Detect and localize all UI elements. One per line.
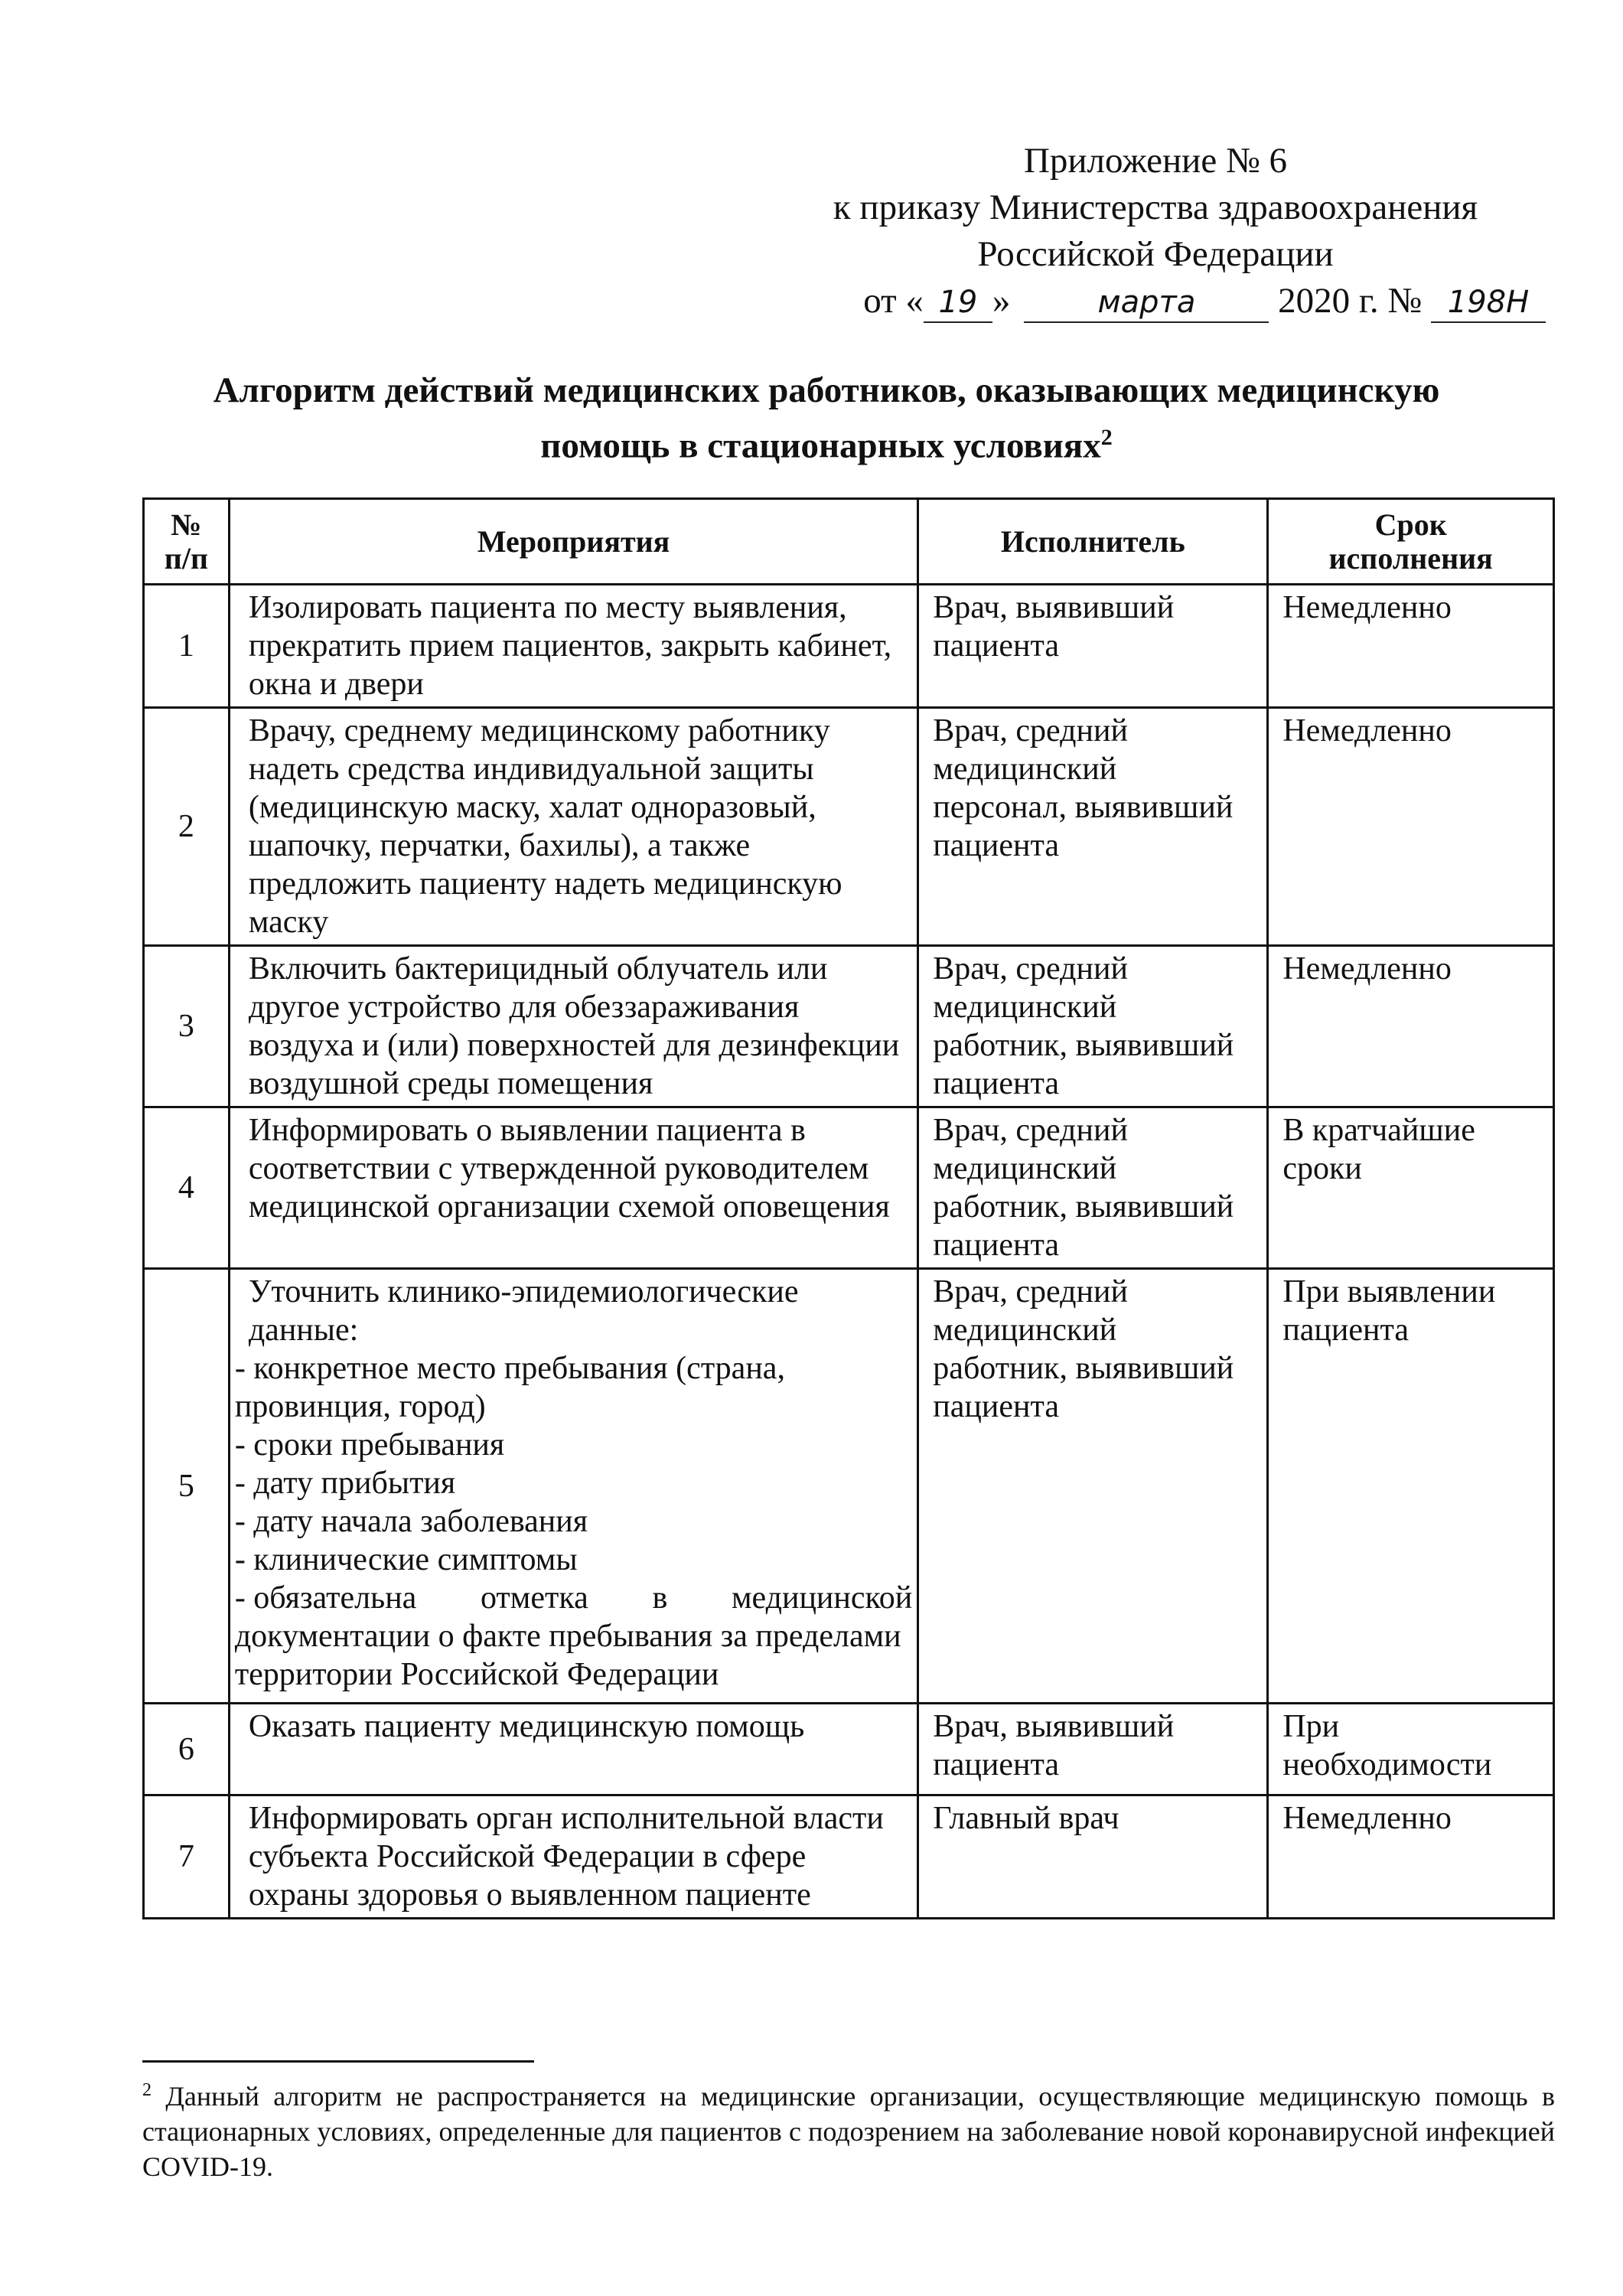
row-number: 2	[144, 708, 230, 946]
document-title	[115, 367, 1538, 470]
justified-word: отметка	[480, 1580, 588, 1616]
row-action: Оказать пациенту медицинскую помощь	[229, 1704, 917, 1795]
order-reference: к приказу Министерства здравоохранения	[833, 188, 1478, 227]
handwritten-order-number: 198Н	[1431, 283, 1546, 323]
row-term: Немедленно	[1268, 708, 1554, 946]
row-number: 3	[144, 946, 230, 1107]
title-line-1: Алгоритм действий медицинских работников, оказывающих медицинскую	[213, 370, 1440, 410]
header-action: Мероприятия	[229, 499, 917, 585]
document-header	[765, 138, 1546, 325]
table-row	[144, 585, 1554, 708]
date-year: 2020 г. №	[1278, 281, 1423, 321]
row-term: Немедленно	[1268, 585, 1554, 708]
footnote	[142, 2073, 1555, 2184]
row-executor: Врач, выявивший пациента	[918, 1704, 1268, 1795]
handwritten-month: марта	[1024, 283, 1269, 323]
table-header-row	[144, 499, 1554, 585]
justified-word: - обязательна	[234, 1580, 417, 1616]
row-number: 6	[144, 1704, 230, 1795]
row-term: Немедленно	[1268, 946, 1554, 1107]
row-action: Информировать о выявлении пациента в соответствии с утвержденной руководителем медицинской организации схемой оповещения	[229, 1107, 917, 1269]
row-term: При необходимости	[1268, 1704, 1554, 1795]
action-list-item: - дату прибытия	[234, 1466, 456, 1501]
table-row	[144, 708, 1554, 946]
row-executor: Главный врач	[918, 1795, 1268, 1919]
title-footnote-mark: 2	[1100, 425, 1113, 450]
action-intro: Уточнить клинико-эпидемиологические данные:	[248, 1274, 799, 1348]
row-action: Врачу, среднему медицинскому работнику надеть средства индивидуальной защиты (медицинскую маску, халат одноразовый, шапочку, перчатки, бахилы), а также предложить пациенту надеть медицинскую маску	[229, 708, 917, 946]
header-term-line-1: Срок	[1374, 507, 1447, 542]
title-line-2	[115, 414, 1538, 470]
row-number: 5	[144, 1269, 230, 1704]
action-list-item-justified	[235, 1579, 912, 1617]
row-number: 4	[144, 1107, 230, 1269]
row-action	[229, 1269, 917, 1704]
justified-word: медицинской	[731, 1580, 913, 1616]
algorithm-table	[142, 497, 1555, 1919]
row-executor: Врач, средний медицинский работник, выявивший пациента	[918, 1107, 1268, 1269]
footnote-separator	[142, 2060, 534, 2063]
table-row	[144, 1795, 1554, 1919]
footnote-mark: 2	[142, 2080, 152, 2100]
table-row	[144, 1269, 1554, 1704]
row-number: 1	[144, 585, 230, 708]
action-list-item: - сроки пребывания	[234, 1427, 505, 1463]
row-action: Информировать орган исполнительной власти субъекта Российской Федерации в сфере охраны здоровья о выявленном пациенте	[229, 1795, 917, 1919]
row-number: 7	[144, 1795, 230, 1919]
table-row	[144, 1704, 1554, 1795]
action-list-item: - клинические симптомы	[234, 1542, 578, 1577]
justified-word: в	[652, 1580, 668, 1616]
header-term-line-2: исполнения	[1328, 540, 1493, 576]
header-num	[144, 499, 230, 585]
handwritten-day: 19	[924, 283, 992, 323]
footnote-text: Данный алгоритм не распространяется на медицинские организации, осуществляющие медицинскую помощь в стационарных условиях, определенные для пациентов с подозрением на заболевание новой коронавирусной инфекцией COVID-19.	[142, 2081, 1556, 2182]
row-executor: Врач, выявивший пациента	[918, 585, 1268, 708]
action-list-item-continuation: документации о факте пребывания за пределами территории Российской Федерации	[234, 1619, 901, 1692]
appendix-number: Приложение № 6	[1023, 141, 1288, 181]
title-line-2-text: помощь в стационарных условиях	[540, 426, 1101, 466]
row-term: При выявлении пациента	[1268, 1269, 1554, 1704]
row-executor: Врач, средний медицинский работник, выявивший пациента	[918, 1269, 1268, 1704]
row-action: Изолировать пациента по месту выявления, прекратить прием пациентов, закрыть кабинет, окна и двери	[229, 585, 917, 708]
date-mid: »	[992, 281, 1011, 321]
row-action: Включить бактерицидный облучатель или другое устройство для обеззараживания воздуха и (или) поверхностей для дезинфекции воздушной среды помещения	[229, 946, 917, 1107]
row-term: В кратчайшие сроки	[1268, 1107, 1554, 1269]
header-num-line-1: №	[171, 507, 202, 542]
table-row	[144, 1107, 1554, 1269]
header-term	[1268, 499, 1554, 585]
row-executor: Врач, средний медицинский персонал, выявивший пациента	[918, 708, 1268, 946]
header-num-line-2: п/п	[164, 540, 209, 576]
action-list-item: - дату начала заболевания	[234, 1504, 588, 1539]
action-list-item: - конкретное место пребывания (страна, провинция, город)	[234, 1351, 785, 1424]
date-prefix: от «	[863, 281, 924, 321]
row-term: Немедленно	[1268, 1795, 1554, 1919]
table-row	[144, 946, 1554, 1107]
order-dateline	[765, 278, 1546, 325]
row-executor: Врач, средний медицинский работник, выявивший пациента	[918, 946, 1268, 1107]
header-executor: Исполнитель	[918, 499, 1268, 585]
ministry-country: Российской Федерации	[977, 234, 1334, 274]
